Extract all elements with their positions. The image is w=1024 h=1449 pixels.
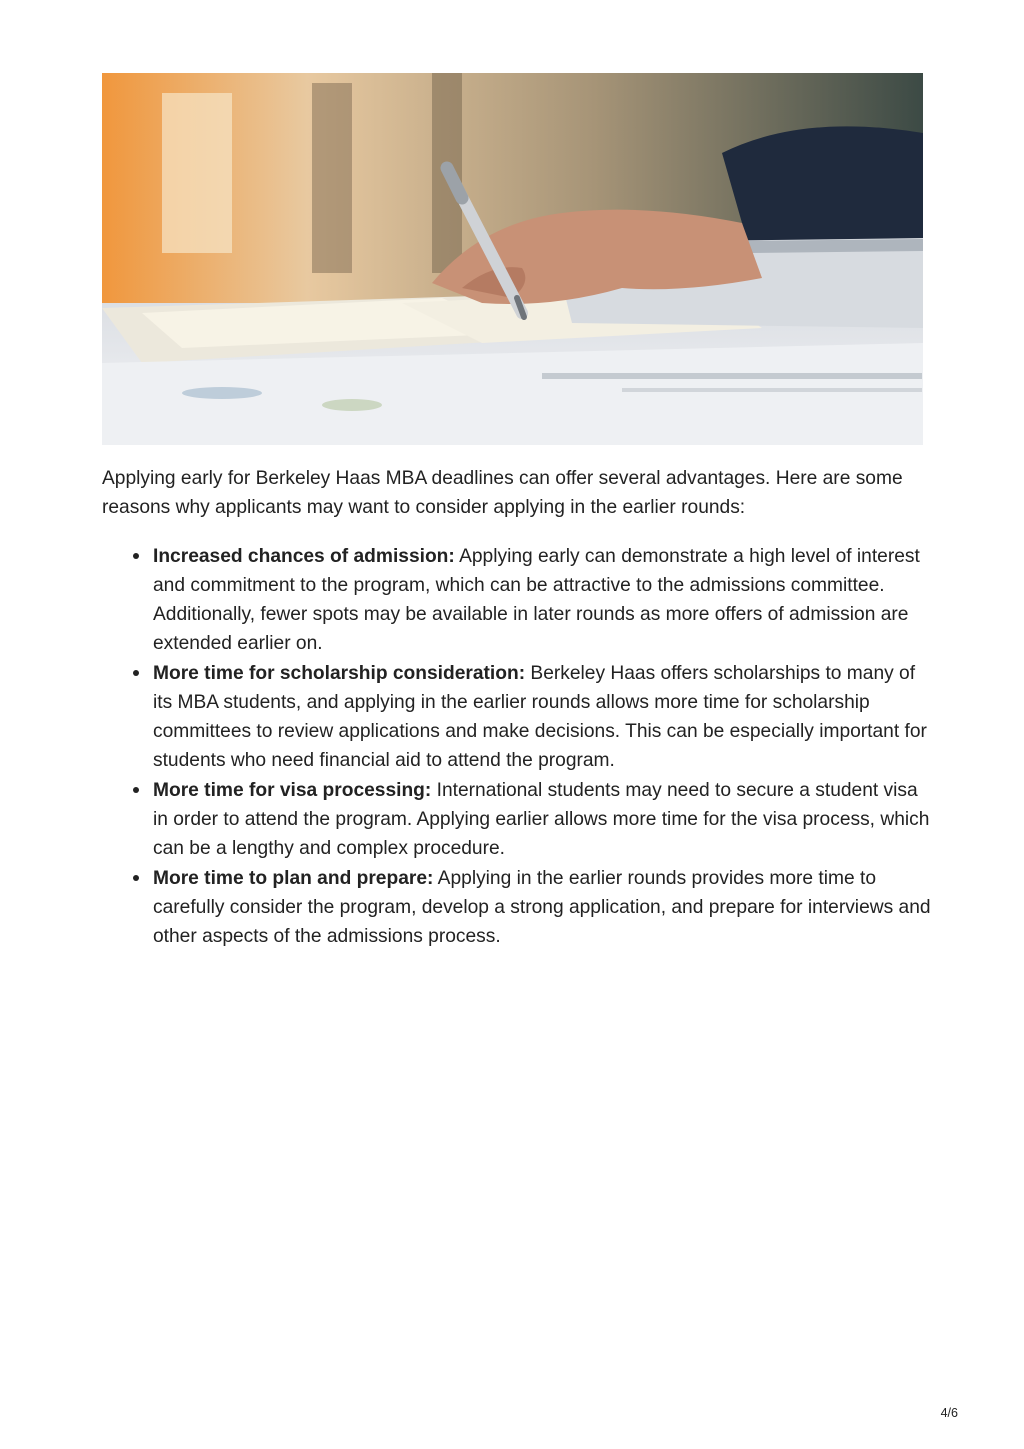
hand-writing-notebook-photo bbox=[102, 73, 923, 445]
bullet-icon bbox=[133, 553, 139, 559]
list-item-title: More time for visa processing: bbox=[153, 780, 432, 801]
list-item bbox=[153, 542, 933, 658]
list-item bbox=[153, 776, 933, 863]
bullet-icon bbox=[133, 875, 139, 881]
advantages-list bbox=[153, 542, 933, 952]
list-item-text: International students may need to secure a student visa in order to attend the program. Applying earlier allows more time for the visa process, which can be a lengthy and complex procedure. bbox=[153, 780, 930, 859]
list-item-title: More time for scholarship consideration: bbox=[153, 663, 526, 684]
bullet-icon bbox=[133, 787, 139, 793]
page-indicator: 4/6 bbox=[940, 1406, 958, 1420]
photo-illustration bbox=[102, 73, 923, 445]
intro-paragraph: Applying early for Berkeley Haas MBA deadlines can offer several advantages. Here are some reasons why applicants may want to consider applying in the earlier rounds: bbox=[102, 468, 903, 518]
list-item-title: More time to plan and prepare: bbox=[153, 868, 434, 889]
list-item-title: Increased chances of admission: bbox=[153, 546, 455, 567]
list-item-text: Berkeley Haas offers scholarships to many of its MBA students, and applying in the earlier rounds allows more time for scholarship committees to review applications and make decisions. This can be especially important for students who need financial aid to attend the program. bbox=[153, 663, 927, 771]
list-item-text: Applying in the earlier rounds provides more time to carefully consider the program, develop a strong application, and prepare for interviews and other aspects of the admissions process. bbox=[153, 868, 931, 947]
list-item-text: Applying early can demonstrate a high level of interest and commitment to the program, which can be attractive to the admissions committee. Additionally, fewer spots may be available in later rounds as more offers of admission are extended earlier on. bbox=[153, 546, 920, 654]
list-item bbox=[153, 864, 933, 951]
bullet-icon bbox=[133, 670, 139, 676]
list-item bbox=[153, 659, 933, 775]
